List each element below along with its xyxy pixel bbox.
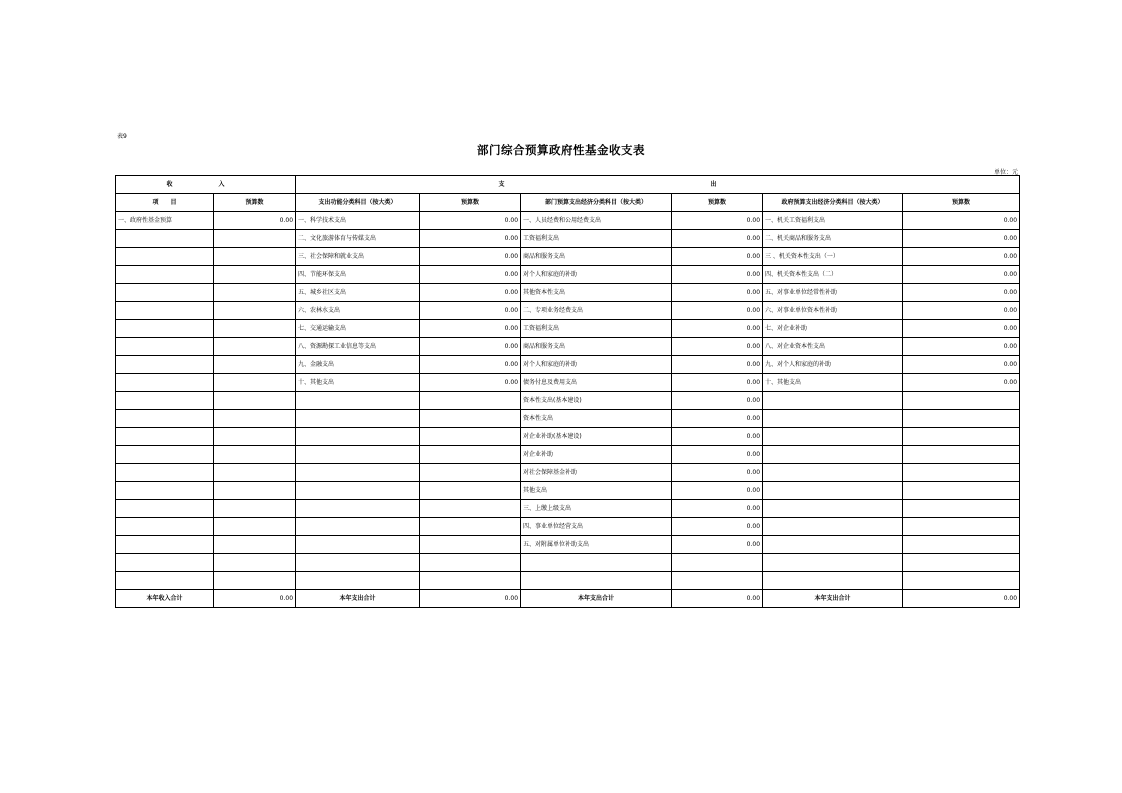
cell-budget (903, 500, 1020, 518)
cell-gov-econ-class (763, 482, 903, 500)
cell-gov-econ-class (763, 392, 903, 410)
cell-budget (214, 482, 296, 500)
cell-dept-econ-class: 其他资本性支出 (521, 284, 672, 302)
cell-budget: 0.00 (420, 212, 521, 230)
total-function-value: 0.00 (420, 590, 521, 608)
cell-function-class (296, 518, 420, 536)
cell-budget: 0.00 (672, 392, 763, 410)
table-row (116, 410, 1020, 428)
cell-budget (420, 536, 521, 554)
cell-budget: 0.00 (672, 464, 763, 482)
cell-function-class: 四、节能环保支出 (296, 266, 420, 284)
cell-budget: 0.00 (420, 266, 521, 284)
budget-table (115, 175, 1020, 608)
cell-gov-econ-class (763, 518, 903, 536)
cell-dept-econ-class: 资本性支出 (521, 410, 672, 428)
cell-item (116, 302, 214, 320)
table-row (116, 284, 1020, 302)
table-row (116, 338, 1020, 356)
cell-budget (420, 518, 521, 536)
cell-budget (903, 446, 1020, 464)
cell-budget (903, 428, 1020, 446)
totals-row (116, 590, 1020, 608)
cell-budget: 0.00 (420, 230, 521, 248)
cell-budget (903, 554, 1020, 572)
cell-item (116, 356, 214, 374)
total-income-label: 本年收入合计 (116, 590, 214, 608)
cell-gov-econ-class (763, 410, 903, 428)
cell-budget: 0.00 (420, 302, 521, 320)
cell-function-class: 八、资源勘探工业信息等支出 (296, 338, 420, 356)
cell-function-class (296, 500, 420, 518)
cell-budget (214, 374, 296, 392)
cell-budget: 0.00 (672, 410, 763, 428)
cell-dept-econ-class (521, 572, 672, 590)
cell-budget (672, 554, 763, 572)
cell-budget: 0.00 (903, 284, 1020, 302)
table-row (116, 302, 1020, 320)
cell-budget (420, 572, 521, 590)
cell-budget: 0.00 (672, 248, 763, 266)
cell-item (116, 428, 214, 446)
total-gov-label: 本年支出合计 (763, 590, 903, 608)
cell-budget (903, 518, 1020, 536)
cell-gov-econ-class (763, 572, 903, 590)
cell-gov-econ-class (763, 536, 903, 554)
cell-budget: 0.00 (672, 230, 763, 248)
table-row (116, 356, 1020, 374)
cell-dept-econ-class: 五、对附属单位补助支出 (521, 536, 672, 554)
cell-dept-econ-class: 对企业补助(基本建设) (521, 428, 672, 446)
cell-dept-econ-class: 对个人和家庭的补助 (521, 266, 672, 284)
cell-dept-econ-class: 工资福利支出 (521, 230, 672, 248)
cell-budget (903, 536, 1020, 554)
table-row (116, 374, 1020, 392)
cell-budget (214, 554, 296, 572)
cell-budget: 0.00 (903, 320, 1020, 338)
table-row (116, 230, 1020, 248)
cell-budget: 0.00 (672, 266, 763, 284)
cell-budget (214, 410, 296, 428)
cell-budget: 0.00 (903, 338, 1020, 356)
cell-budget (214, 518, 296, 536)
cell-budget (214, 356, 296, 374)
cell-budget: 0.00 (903, 374, 1020, 392)
cell-item (116, 572, 214, 590)
page-title: 部门综合预算政府性基金收支表 (477, 143, 645, 157)
cell-gov-econ-class: 八、对企业资本性支出 (763, 338, 903, 356)
cell-budget: 0.00 (903, 302, 1020, 320)
cell-item (116, 338, 214, 356)
cell-budget: 0.00 (672, 302, 763, 320)
cell-gov-econ-class: 六、对事业单位资本性补助 (763, 302, 903, 320)
cell-budget (214, 464, 296, 482)
cell-budget (214, 248, 296, 266)
cell-gov-econ-class: 三 、机关资本性支出（一） (763, 248, 903, 266)
column-header-gov-econ-class: 政府预算支出经济分类科目（按大类） (763, 194, 903, 212)
cell-item (116, 536, 214, 554)
cell-budget: 0.00 (214, 212, 296, 230)
cell-budget: 0.00 (672, 374, 763, 392)
cell-function-class: 十、其他支出 (296, 374, 420, 392)
cell-budget (420, 482, 521, 500)
cell-item (116, 554, 214, 572)
cell-budget: 0.00 (903, 230, 1020, 248)
cell-gov-econ-class: 一、机关工资福利支出 (763, 212, 903, 230)
table-row (116, 266, 1020, 284)
cell-budget: 0.00 (672, 320, 763, 338)
expense-section-header: 支 出 (296, 176, 1020, 194)
cell-budget (420, 464, 521, 482)
cell-dept-econ-class: 资本性支出(基本建设) (521, 392, 672, 410)
cell-item (116, 410, 214, 428)
cell-budget (214, 500, 296, 518)
cell-dept-econ-class: 对个人和家庭的补助 (521, 356, 672, 374)
cell-item (116, 446, 214, 464)
cell-item: 一、政府性基金预算 (116, 212, 214, 230)
cell-gov-econ-class (763, 428, 903, 446)
cell-item (116, 248, 214, 266)
column-header-row (116, 194, 1020, 212)
cell-function-class (296, 536, 420, 554)
cell-gov-econ-class (763, 446, 903, 464)
cell-dept-econ-class: 债务付息及费用支出 (521, 374, 672, 392)
cell-function-class (296, 428, 420, 446)
cell-dept-econ-class: 商品和服务支出 (521, 248, 672, 266)
table-row (116, 572, 1020, 590)
table-row (116, 464, 1020, 482)
cell-budget: 0.00 (903, 356, 1020, 374)
cell-function-class: 二、文化旅游体育与传媒支出 (296, 230, 420, 248)
cell-dept-econ-class: 工资福利支出 (521, 320, 672, 338)
cell-dept-econ-class: 商品和服务支出 (521, 338, 672, 356)
table-number: 表9 (117, 133, 127, 140)
cell-item (116, 230, 214, 248)
cell-gov-econ-class (763, 554, 903, 572)
cell-function-class (296, 572, 420, 590)
cell-budget (214, 536, 296, 554)
cell-budget (214, 230, 296, 248)
cell-budget: 0.00 (672, 500, 763, 518)
table-row (116, 536, 1020, 554)
cell-dept-econ-class: 对企业补助 (521, 446, 672, 464)
cell-function-class: 五、城乡社区支出 (296, 284, 420, 302)
cell-budget (903, 464, 1020, 482)
table-row (116, 212, 1020, 230)
total-gov-value: 0.00 (903, 590, 1020, 608)
cell-function-class (296, 392, 420, 410)
table-row (116, 392, 1020, 410)
cell-budget (903, 392, 1020, 410)
table-row (116, 554, 1020, 572)
cell-function-class: 三、社会保障和就业支出 (296, 248, 420, 266)
cell-budget (420, 410, 521, 428)
cell-budget (903, 572, 1020, 590)
cell-function-class: 一、科学技术支出 (296, 212, 420, 230)
cell-budget: 0.00 (672, 284, 763, 302)
cell-gov-econ-class: 五、对事业单位经常性补助 (763, 284, 903, 302)
cell-function-class: 九、金融支出 (296, 356, 420, 374)
cell-budget (672, 572, 763, 590)
income-section-header: 收 入 (116, 176, 296, 194)
cell-gov-econ-class: 十、其他支出 (763, 374, 903, 392)
cell-budget (420, 392, 521, 410)
cell-dept-econ-class: 四、事业单位经营支出 (521, 518, 672, 536)
cell-budget (420, 428, 521, 446)
cell-budget (903, 410, 1020, 428)
total-income-value: 0.00 (214, 590, 296, 608)
cell-budget: 0.00 (672, 338, 763, 356)
cell-dept-econ-class: 二、专项业务经费支出 (521, 302, 672, 320)
cell-item (116, 482, 214, 500)
column-header-dept-econ-class: 部门预算支出经济分类科目（按大类） (521, 194, 672, 212)
cell-dept-econ-class: 一、人员经费和公用经费支出 (521, 212, 672, 230)
cell-budget: 0.00 (903, 212, 1020, 230)
cell-gov-econ-class: 七、对企业补助 (763, 320, 903, 338)
cell-function-class (296, 446, 420, 464)
cell-budget: 0.00 (420, 284, 521, 302)
cell-budget (903, 482, 1020, 500)
cell-budget: 0.00 (903, 266, 1020, 284)
cell-gov-econ-class (763, 464, 903, 482)
cell-budget (214, 320, 296, 338)
table-row (116, 482, 1020, 500)
unit-label: 单位：元 (993, 169, 1018, 176)
cell-budget: 0.00 (420, 338, 521, 356)
column-header-budget: 预算数 (672, 194, 763, 212)
total-dept-value: 0.00 (672, 590, 763, 608)
column-header-budget: 预算数 (214, 194, 296, 212)
column-header-item: 项 目 (116, 194, 214, 212)
cell-dept-econ-class: 三、上缴上级支出 (521, 500, 672, 518)
column-header-budget: 预算数 (903, 194, 1020, 212)
cell-budget: 0.00 (672, 428, 763, 446)
cell-gov-econ-class: 四、机关资本性支出（二） (763, 266, 903, 284)
cell-budget (214, 338, 296, 356)
cell-function-class (296, 554, 420, 572)
cell-budget (420, 500, 521, 518)
cell-budget (214, 392, 296, 410)
cell-gov-econ-class (763, 500, 903, 518)
cell-budget: 0.00 (672, 536, 763, 554)
cell-budget (214, 446, 296, 464)
table-row (116, 500, 1020, 518)
column-header-function-class: 支出功能分类科目（按大类） (296, 194, 420, 212)
cell-budget (214, 284, 296, 302)
cell-budget: 0.00 (420, 356, 521, 374)
cell-budget: 0.00 (420, 374, 521, 392)
table-row (116, 248, 1020, 266)
total-function-label: 本年支出合计 (296, 590, 420, 608)
cell-budget (214, 266, 296, 284)
table-row (116, 446, 1020, 464)
table-row (116, 518, 1020, 536)
cell-budget (420, 446, 521, 464)
table-row (116, 320, 1020, 338)
cell-budget (214, 572, 296, 590)
cell-item (116, 464, 214, 482)
cell-function-class (296, 410, 420, 428)
cell-item (116, 518, 214, 536)
cell-item (116, 374, 214, 392)
cell-function-class: 六、农林水支出 (296, 302, 420, 320)
cell-function-class: 七、交通运输支出 (296, 320, 420, 338)
column-header-budget: 预算数 (420, 194, 521, 212)
cell-budget: 0.00 (672, 482, 763, 500)
cell-budget (214, 428, 296, 446)
cell-budget: 0.00 (903, 248, 1020, 266)
cell-function-class (296, 464, 420, 482)
cell-dept-econ-class: 其他支出 (521, 482, 672, 500)
cell-gov-econ-class: 二、机关商品和服务支出 (763, 230, 903, 248)
cell-dept-econ-class (521, 554, 672, 572)
section-header-row (116, 176, 1020, 194)
cell-item (116, 392, 214, 410)
cell-budget: 0.00 (420, 320, 521, 338)
cell-dept-econ-class: 对社会保障基金补助 (521, 464, 672, 482)
cell-budget: 0.00 (672, 356, 763, 374)
cell-budget: 0.00 (672, 212, 763, 230)
cell-budget (420, 554, 521, 572)
cell-item (116, 266, 214, 284)
cell-budget (214, 302, 296, 320)
cell-budget: 0.00 (672, 518, 763, 536)
cell-budget: 0.00 (420, 248, 521, 266)
table-row (116, 428, 1020, 446)
cell-item (116, 320, 214, 338)
cell-gov-econ-class: 九、对个人和家庭的补助 (763, 356, 903, 374)
cell-function-class (296, 482, 420, 500)
cell-item (116, 284, 214, 302)
total-dept-label: 本年支出合计 (521, 590, 672, 608)
cell-budget: 0.00 (672, 446, 763, 464)
cell-item (116, 500, 214, 518)
